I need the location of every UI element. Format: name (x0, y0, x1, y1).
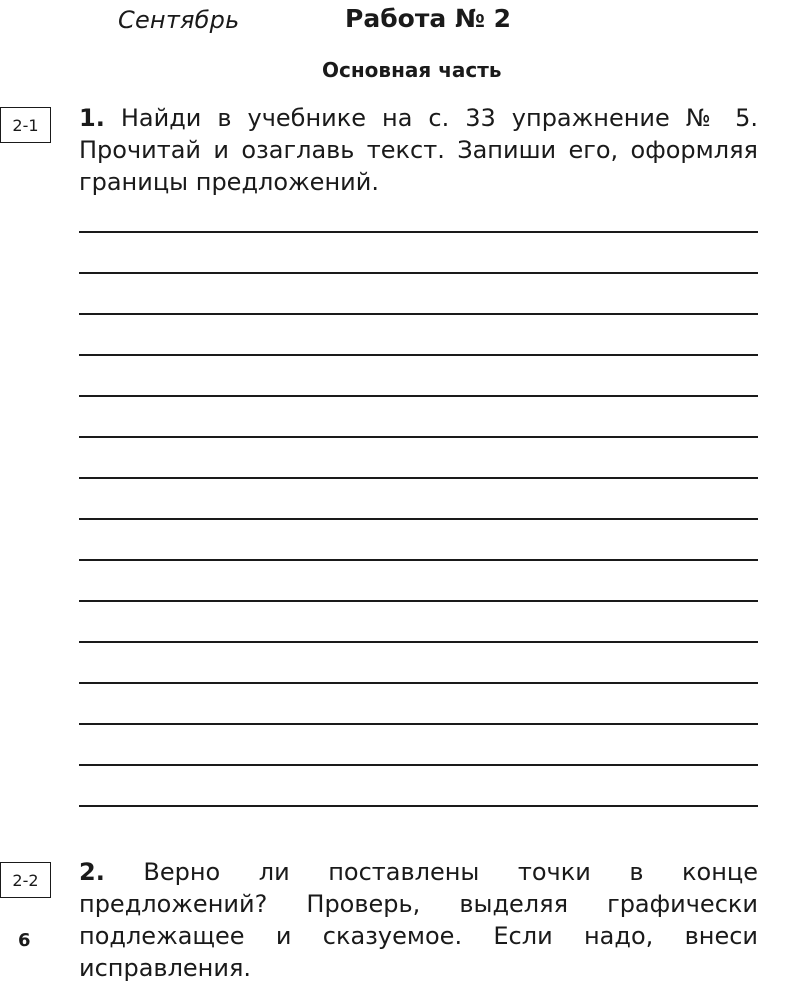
task-1-code-box: 2-1 (0, 107, 51, 143)
writing-line[interactable] (79, 518, 758, 520)
writing-line[interactable] (79, 682, 758, 684)
task-1 (79, 102, 758, 198)
writing-line[interactable] (79, 600, 758, 602)
page-number: 6 (18, 930, 31, 951)
writing-line[interactable] (79, 477, 758, 479)
task-2-number: 2. (79, 858, 105, 886)
writing-line[interactable] (79, 641, 758, 643)
task-2-code-box: 2-2 (0, 862, 51, 898)
task-1-number: 1. (79, 104, 105, 132)
writing-line[interactable] (79, 272, 758, 274)
month-label: Сентябрь (118, 6, 240, 34)
writing-line[interactable] (79, 231, 758, 233)
writing-line[interactable] (79, 436, 758, 438)
writing-line[interactable] (79, 559, 758, 561)
writing-line[interactable] (79, 805, 758, 807)
writing-line[interactable] (79, 354, 758, 356)
task-2-text: Верно ли поставлены точки в конце предложений? Проверь, выделяя графически подлежащее и сказуемое. Если надо, внеси исправления. (79, 858, 758, 982)
writing-lines[interactable] (79, 231, 758, 811)
writing-line[interactable] (79, 764, 758, 766)
task-2 (79, 856, 758, 984)
writing-line[interactable] (79, 723, 758, 725)
section-title: Основная часть (322, 58, 502, 82)
writing-line[interactable] (79, 395, 758, 397)
writing-line[interactable] (79, 313, 758, 315)
task-1-text: Найди в учебнике на с. 33 упражнение № 5. Прочитай и озаглавь текст. Запиши его, оформляя границы предложений. (79, 104, 758, 196)
work-title: Работа № 2 (345, 4, 512, 33)
